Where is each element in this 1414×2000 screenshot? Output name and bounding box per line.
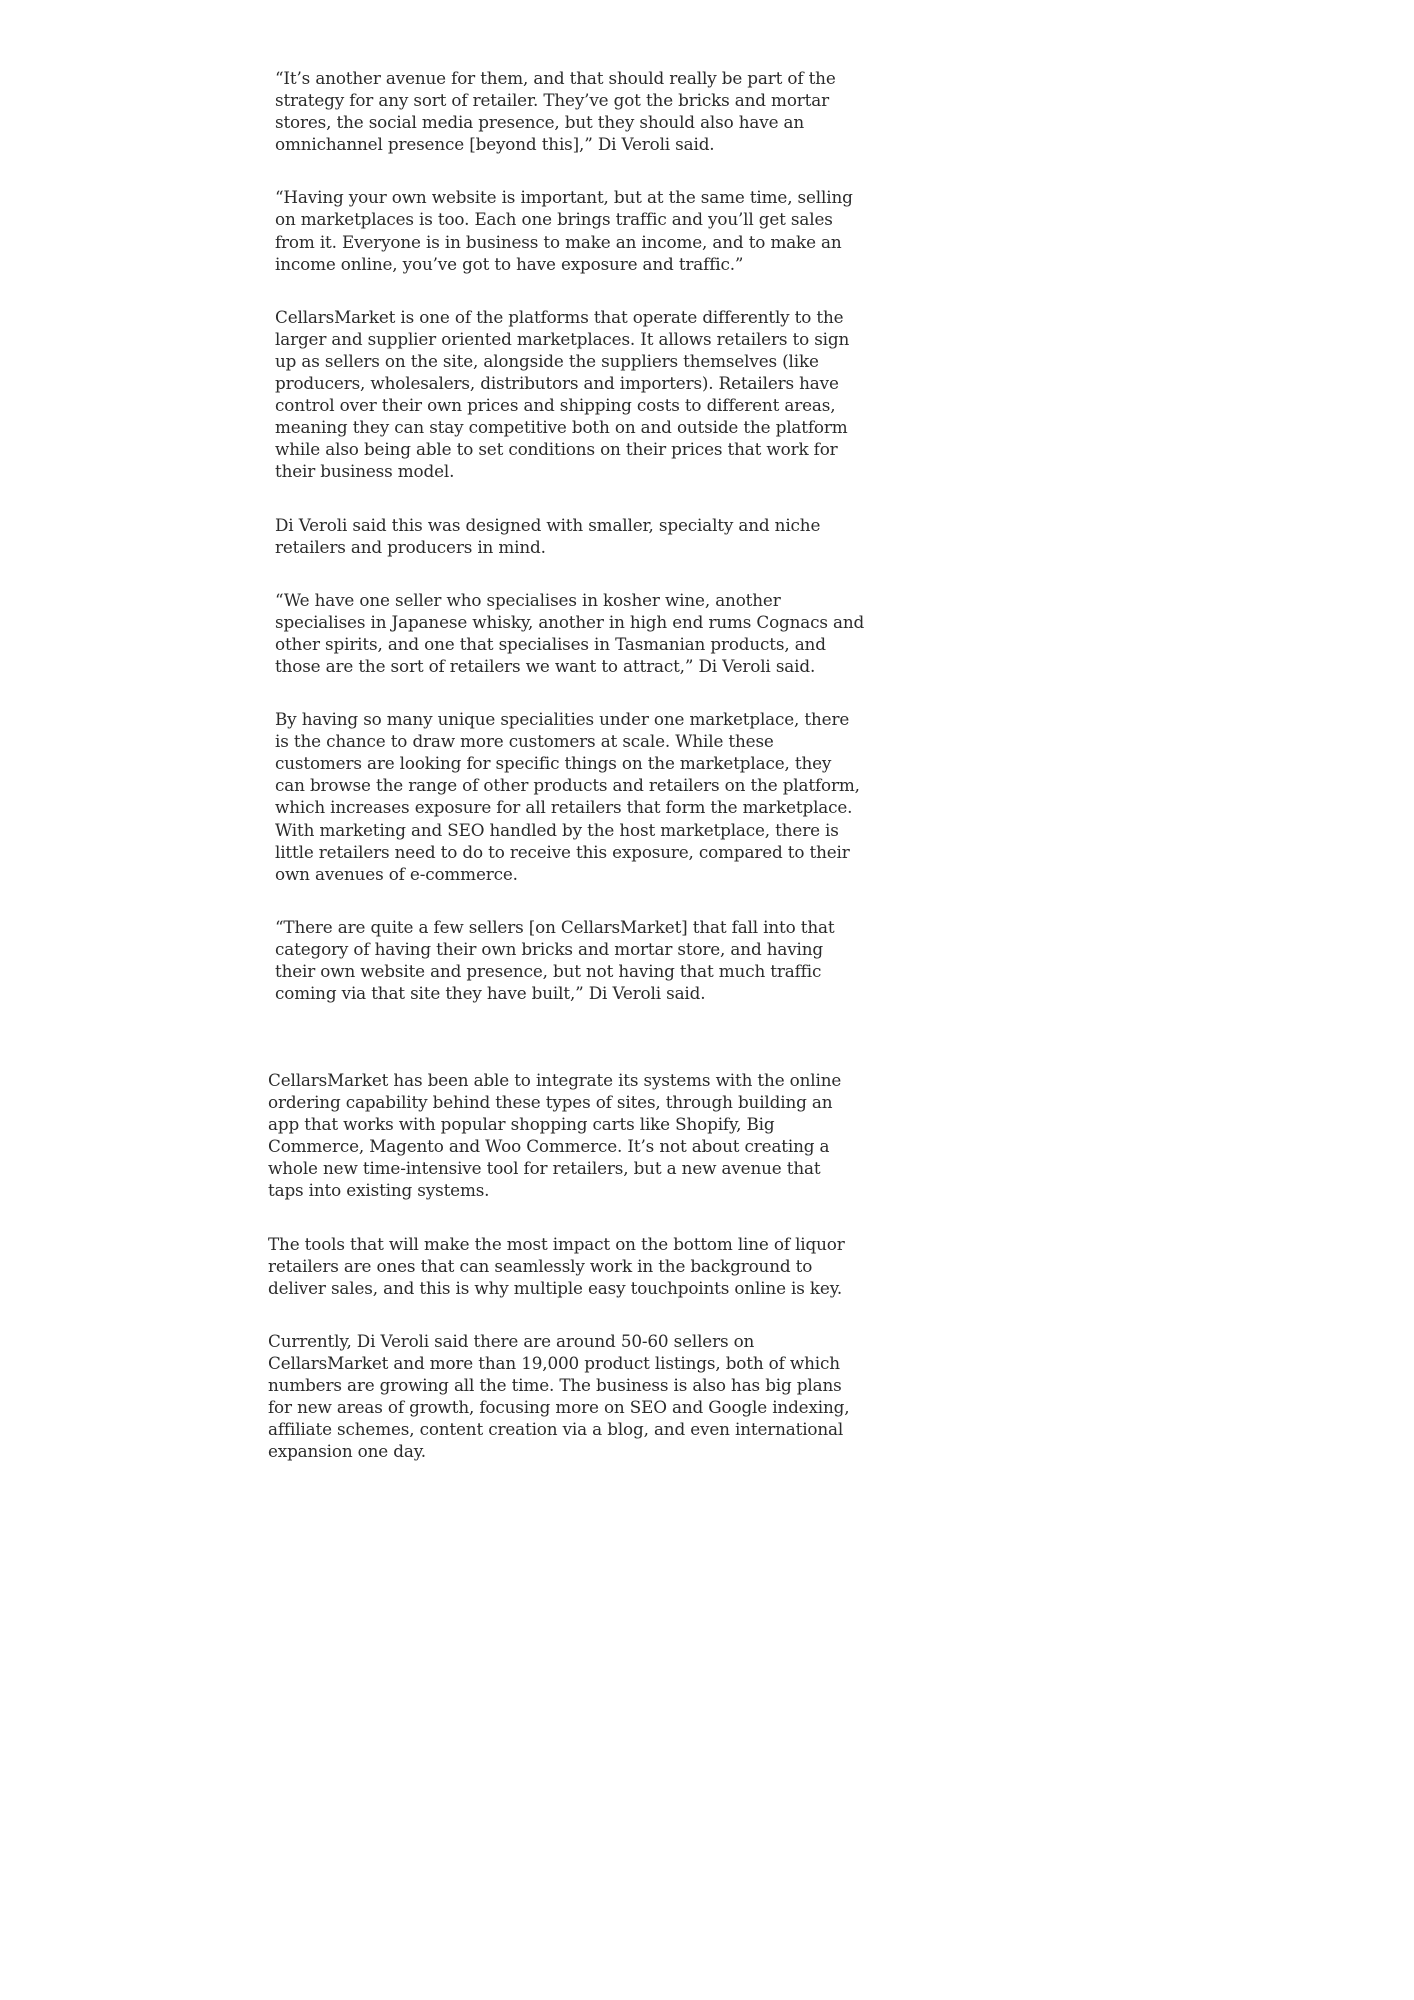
paragraph-integration: CellarsMarket has been able to integrate its systems with the online ordering capability behind these types of sites, through building an app that works with popular shopping carts like Shopify, Big Commerce, Magento and Woo Commerce. It’s not about creating a whole new time-intensive tool for retailers, but a new avenue that taps into existing systems. [268,1070,842,1201]
paragraph-exposure-at-scale: By having so many unique specialities under one marketplace, there is the chance to draw more customers at scale. While these customers are looking for specific things on the marketplace, they can browse the range of other products and retailers on the platform, which increases exposure for all retailers that form the marketplace. With marketing and SEO handled by the host marketplace, there is little retailers need to do to receive this exposure, compared to their own avenues of e-commerce. [275,709,860,884]
paragraph-website-marketplace-quote: “Having your own website is important, but at the same time, selling on marketplaces is too. Each one brings traffic and you’ll get sales from it. Everyone is in business to make an income, and to make an income online, you’ve got to have exposure and traffic.” [275,187,853,274]
paragraph-platform-description: CellarsMarket is one of the platforms that operate differently to the larger and supplier oriented marketplaces. It allows retailers to sign up as sellers on the site, alongside the suppliers themselves (like producers, wholesalers, distributors and importers). Retailers have control over their own prices and shipping costs to different areas, meaning they can stay competitive both on and outside the platform while also being able to set conditions on their prices that work for their business model. [275,306,850,482]
paragraph-omnichannel-quote: “It’s another avenue for them, and that should really be part of the strategy for any sort of retailer. They’ve got the bricks and mortar stores, the social media presence, but they should also have an omnichannel presence [beyond this],” Di Veroli said. [275,68,836,155]
paragraph-tools-impact: The tools that will make the most impact on the bottom line of liquor retailers are ones that can seamlessly work in the background to deliver sales, and this is why multiple easy touchpoints online is key. [268,1233,845,1298]
paragraph-traffic-quote: “There are quite a few sellers [on CellarsMarket] that fall into that category of having their own bricks and mortar store, and having their own website and presence, but not having that much traffic coming via that site they have built,” Di Veroli said. [275,916,835,1004]
paragraph-growth-plans: Currently, Di Veroli said there are around 50-60 sellers on CellarsMarket and more than 19,000 product listings, both of which numbers are growing all the time. The business is also has big plans for new areas of growth, focusing more on SEO and Google indexing, affiliate schemes, content creation via a blog, and even international expansion one day. [268,1330,850,1462]
paragraph-seller-examples-quote: “We have one seller who specialises in kosher wine, another specialises in Japanese whisky, another in high end rums Cognacs and other spirits, and one that specialises in Tasmanian products, and those are the sort of retailers we want to attract,” Di Veroli said. [275,589,865,676]
paragraph-designed-for-niche: Di Veroli said this was designed with smaller, specialty and niche retailers and producers in mind. [275,514,821,557]
article-section-two [268,1069,858,1493]
article-section-one [275,67,865,1035]
